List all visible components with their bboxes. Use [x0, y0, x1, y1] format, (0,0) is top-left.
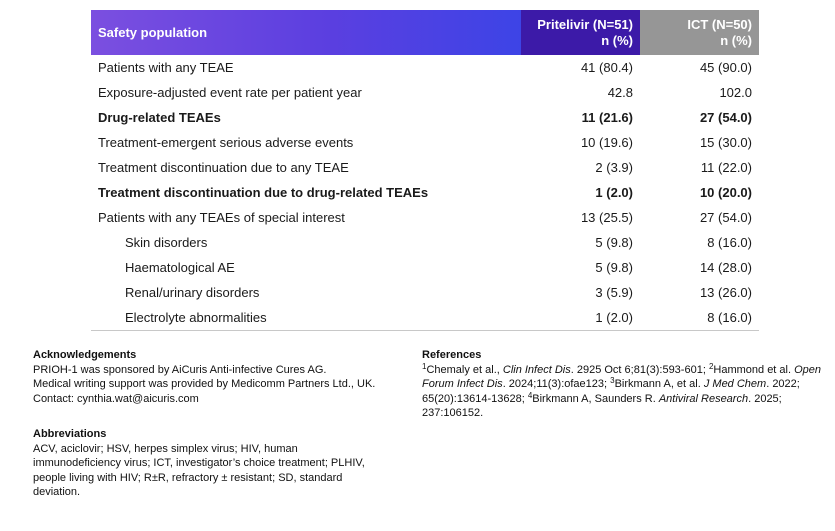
ref-marker: 1	[422, 361, 427, 371]
ref1-details: . 2925 Oct 6;81(3):593-601;	[570, 363, 709, 376]
ict-value: 45 (90.0)	[699, 60, 752, 75]
ref2-journal: Open Forum Infect Dis	[422, 363, 822, 390]
table-row	[91, 305, 759, 331]
row-label: Treatment discontinuation due to drug-related TEAEs	[98, 185, 429, 200]
row-label: Patients with any TEAE	[98, 60, 234, 75]
ref3-authors: Birkmann A, et al.	[614, 378, 704, 390]
header-population: Safety population	[91, 10, 521, 55]
table-row	[91, 130, 759, 155]
header-ict-unit: n (%)	[720, 32, 752, 48]
row-label: Haematological AE	[125, 260, 235, 275]
pritelivir-value: 3 (5.9)	[595, 285, 633, 300]
table-header-row	[91, 10, 759, 55]
row-label: Skin disorders	[125, 235, 208, 250]
table-row	[91, 280, 759, 305]
acknowledgements-section	[33, 348, 403, 406]
row-label: Drug-related TEAEs	[98, 110, 221, 125]
header-pritelivir-title: Pritelivir (N=51)	[537, 16, 633, 32]
row-label: Electrolyte abnormalities	[91, 305, 521, 331]
ref4-journal: Antiviral Research	[658, 392, 749, 405]
ict-value: 14 (28.0)	[699, 260, 752, 275]
pritelivir-value: 1 (2.0)	[521, 305, 640, 331]
pritelivir-value: 1 (2.0)	[595, 185, 633, 200]
table-row	[91, 55, 759, 80]
pritelivir-value: 41 (80.4)	[580, 60, 633, 75]
pritelivir-value: 2 (3.9)	[595, 160, 633, 175]
pritelivir-value: 5 (9.8)	[595, 235, 633, 250]
row-label: Treatment-emergent serious adverse events	[98, 135, 354, 150]
ref4-authors: Birkmann A, Saunders R.	[532, 392, 659, 405]
abbreviations-title: Abbreviations	[33, 428, 107, 440]
row-label: Patients with any TEAEs of special interest	[98, 210, 345, 225]
table-row	[91, 105, 759, 130]
table-row	[91, 80, 759, 105]
safety-table-container	[91, 10, 759, 331]
safety-table	[91, 10, 759, 331]
references-text	[422, 363, 827, 421]
ict-value: 27 (54.0)	[699, 110, 752, 125]
acknowledgements-title: Acknowledgements	[33, 349, 137, 361]
ref2-authors: Hammond et al.	[713, 363, 795, 376]
ict-value: 10 (20.0)	[699, 185, 752, 200]
acknowledgements-line: PRIOH-1 was sponsored by AiCuris Anti-infective Cures AG.	[33, 363, 327, 376]
abbreviations-text: ACV, aciclovir; HSV, herpes simplex virus; HIV, human immunodeficiency virus; ICT, investigator’s choice treatment; PLHIV, people living with HIV; R±R, refractory ± resistant; SD, standard deviation.	[33, 442, 365, 498]
ict-value: 8 (16.0)	[640, 305, 759, 331]
pritelivir-value: 42.8	[607, 85, 633, 100]
header-pritelivir	[521, 10, 640, 55]
ref4-details: . 2025; 237:106152.	[422, 392, 782, 419]
ref-marker: 4	[527, 390, 533, 400]
ref1-journal: Clin Infect Dis	[502, 363, 571, 376]
ict-value: 8 (16.0)	[707, 235, 752, 250]
ref2-details: . 2024;11(3):ofae123;	[502, 378, 611, 390]
table-row	[91, 230, 759, 255]
pritelivir-value: 10 (19.6)	[580, 135, 633, 150]
contact-line: Contact: cynthia.wat@aicuris.com	[33, 392, 199, 405]
header-ict	[640, 10, 759, 55]
ref3-journal: J Med Chem	[703, 378, 767, 390]
abbreviations-section	[33, 427, 383, 500]
ict-value: 11 (22.0)	[700, 160, 752, 175]
acknowledgements-line: Medical writing support was provided by Medicomm Partners Ltd., UK.	[33, 378, 376, 390]
ict-value: 27 (54.0)	[699, 210, 752, 225]
pritelivir-value: 11 (21.6)	[581, 110, 633, 125]
ict-value: 102.0	[719, 85, 752, 100]
table-row	[91, 255, 759, 280]
table-row	[91, 155, 759, 180]
ict-value: 13 (26.0)	[699, 285, 752, 300]
row-label: Exposure-adjusted event rate per patient year	[98, 85, 362, 100]
ref1-authors: Chemaly et al.,	[426, 363, 503, 376]
references-section	[422, 348, 827, 421]
header-ict-title: ICT (N=50)	[687, 16, 752, 32]
pritelivir-value: 13 (25.5)	[580, 210, 633, 225]
ref-marker: 3	[610, 376, 615, 385]
pritelivir-value: 5 (9.8)	[595, 260, 633, 275]
table-row	[91, 205, 759, 230]
ref-marker: 2	[708, 361, 714, 371]
ref3-details: . 2022; 65(20):13614-13628;	[422, 378, 800, 405]
header-pritelivir-unit: n (%)	[601, 32, 633, 48]
row-label: Treatment discontinuation due to any TEAE	[98, 160, 349, 175]
references-title: References	[422, 349, 482, 361]
ict-value: 15 (30.0)	[699, 135, 752, 150]
table-row	[91, 180, 759, 205]
row-label: Renal/urinary disorders	[125, 285, 260, 300]
